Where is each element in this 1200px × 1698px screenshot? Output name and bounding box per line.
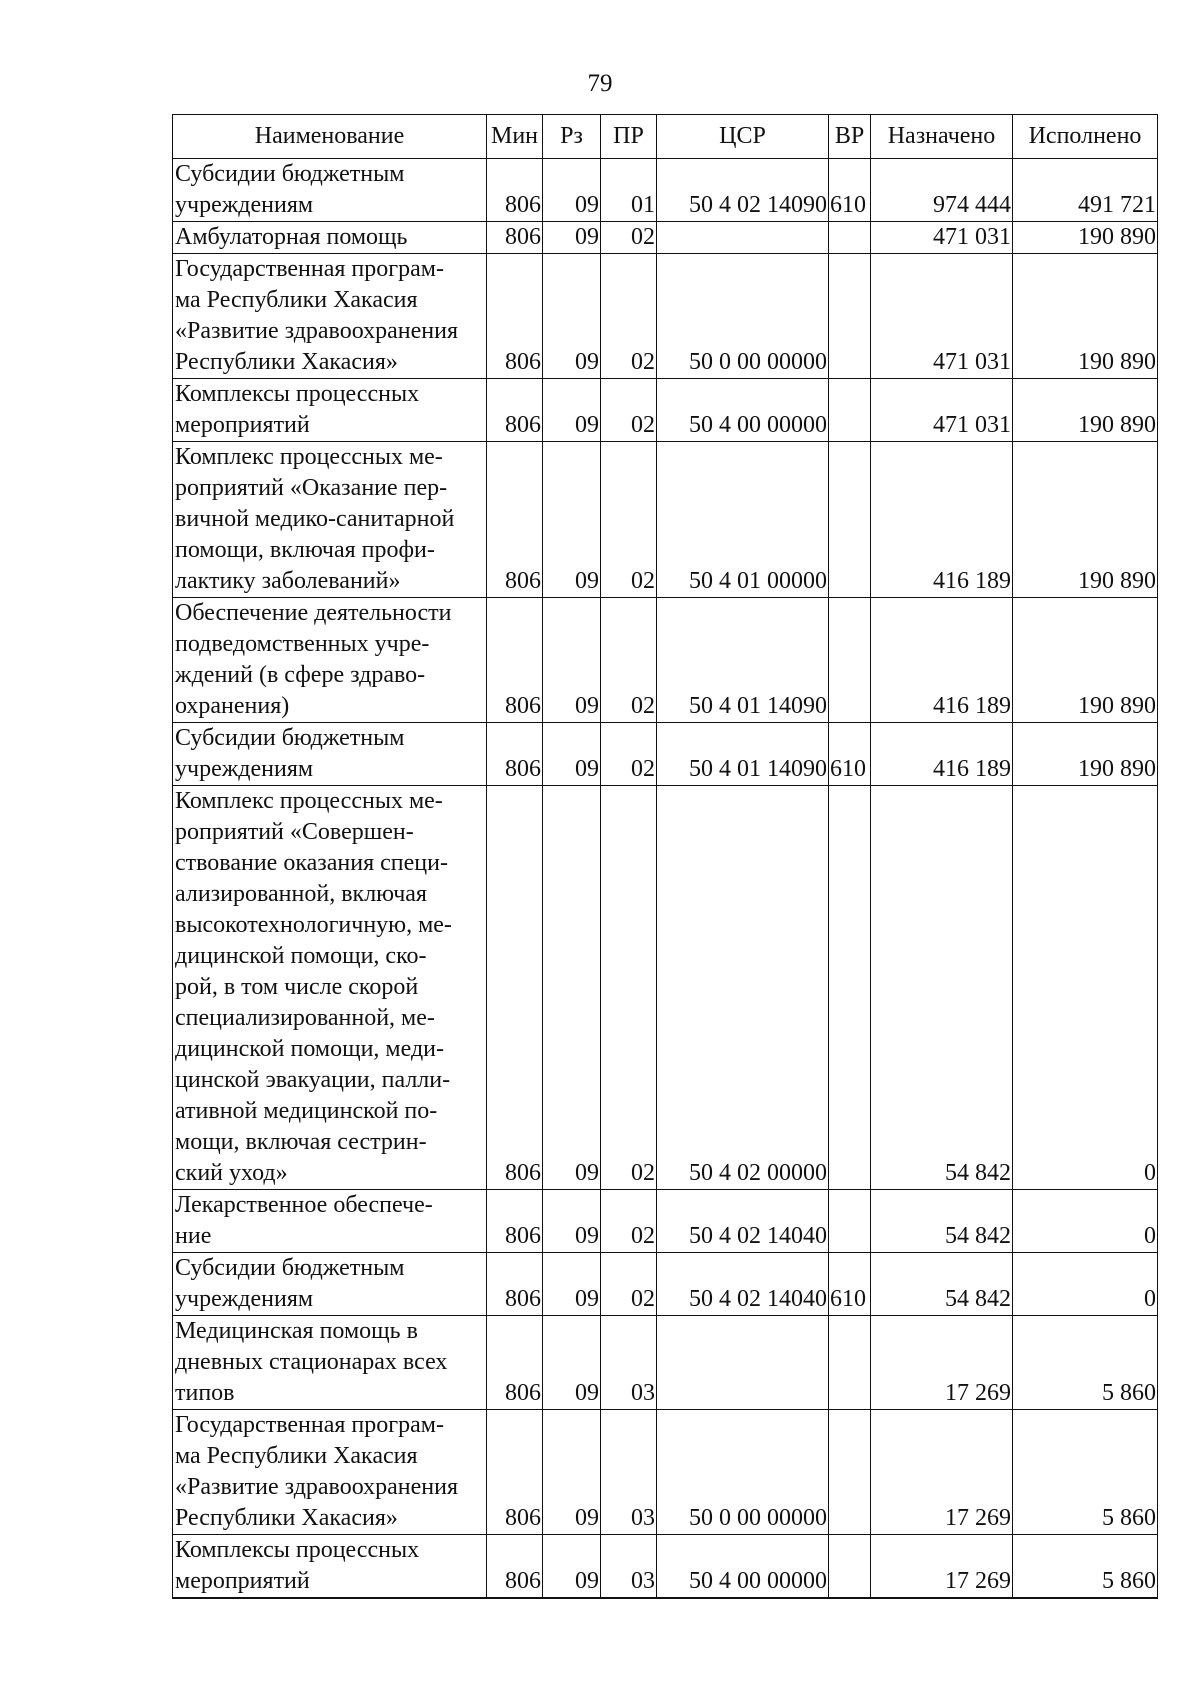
cell-executed: 0 (1013, 786, 1158, 1190)
cell-vr (829, 786, 871, 1190)
cell-name-line: Лекарственное обеспече- (175, 1192, 433, 1218)
cell-executed: 0 (1013, 1253, 1158, 1316)
cell-pr: 02 (601, 786, 657, 1190)
cell-executed: 491 721 (1013, 159, 1158, 222)
cell-name-line: рой, в том числе скорой (175, 974, 419, 1000)
page-number: 79 (587, 70, 613, 97)
cell-csr (657, 1316, 829, 1410)
cell-pr: 03 (601, 1410, 657, 1535)
cell-name-line: Государственная програм- (175, 1412, 444, 1438)
cell-name-line: учреждениям (175, 192, 314, 218)
cell-name-line: Медицинская помощь в (175, 1318, 418, 1344)
header-csr: ЦСР (657, 115, 829, 159)
cell-name-line: Субсидии бюджетным (175, 1255, 405, 1281)
cell-csr: 50 4 02 14040 (657, 1190, 829, 1253)
cell-executed: 5 860 (1013, 1316, 1158, 1410)
table-row (173, 598, 1158, 723)
cell-name-line: Субсидии бюджетным (175, 725, 405, 751)
cell-pr: 02 (601, 222, 657, 254)
table-body (173, 159, 1158, 1599)
cell-executed: 0 (1013, 1190, 1158, 1253)
header-rz: Рз (543, 115, 601, 159)
cell-min: 806 (487, 159, 543, 222)
cell-name-line: ативной медицинской по- (175, 1098, 438, 1124)
cell-name-line: мероприятий (175, 412, 310, 438)
table-row (173, 1410, 1158, 1535)
cell-name-line: учреждениям (175, 756, 314, 782)
cell-assigned: 471 031 (871, 222, 1013, 254)
cell-name-line: лактику заболеваний» (175, 568, 401, 594)
cell-assigned: 471 031 (871, 379, 1013, 442)
cell-rz: 09 (543, 222, 601, 254)
cell-assigned: 54 842 (871, 1253, 1013, 1316)
cell-csr: 50 4 01 14090 (657, 723, 829, 786)
cell-name-line: Комплекс процессных ме- (175, 788, 443, 814)
cell-pr: 02 (601, 598, 657, 723)
cell-name-line: «Развитие здравоохранения (175, 1474, 458, 1500)
cell-name (173, 786, 487, 1190)
cell-rz: 09 (543, 254, 601, 379)
cell-min: 806 (487, 379, 543, 442)
cell-name-line: Амбулаторная помощь (175, 224, 408, 250)
table-row (173, 1316, 1158, 1410)
cell-rz: 09 (543, 1190, 601, 1253)
cell-rz: 09 (543, 598, 601, 723)
cell-name-line: Субсидии бюджетным (175, 161, 405, 187)
cell-executed: 190 890 (1013, 442, 1158, 598)
cell-executed: 190 890 (1013, 222, 1158, 254)
cell-csr: 50 4 02 14090 (657, 159, 829, 222)
cell-assigned: 416 189 (871, 598, 1013, 723)
cell-csr: 50 4 00 00000 (657, 1535, 829, 1599)
cell-name (173, 1190, 487, 1253)
cell-name (173, 723, 487, 786)
cell-name-line: цинской эвакуации, палли- (175, 1067, 451, 1093)
cell-pr: 02 (601, 1190, 657, 1253)
table-row (173, 1253, 1158, 1316)
cell-assigned: 54 842 (871, 786, 1013, 1190)
cell-csr: 50 0 00 00000 (657, 1410, 829, 1535)
cell-assigned: 416 189 (871, 723, 1013, 786)
cell-name (173, 598, 487, 723)
cell-name-line: подведомственных учре- (175, 631, 430, 657)
cell-rz: 09 (543, 1316, 601, 1410)
cell-rz: 09 (543, 159, 601, 222)
cell-name-line: ализированной, включая (175, 881, 427, 907)
cell-name-line: Комплексы процессных (175, 381, 420, 407)
cell-name (173, 1253, 487, 1316)
cell-executed: 190 890 (1013, 254, 1158, 379)
cell-name-line: Республики Хакасия» (175, 349, 398, 375)
cell-name-line: ние (175, 1223, 212, 1249)
cell-name-line: ждений (в сфере здраво- (175, 662, 426, 688)
cell-rz: 09 (543, 1410, 601, 1535)
header-name: Наименование (173, 115, 487, 159)
cell-rz: 09 (543, 723, 601, 786)
cell-vr (829, 222, 871, 254)
cell-name (173, 1535, 487, 1599)
table-row (173, 442, 1158, 598)
cell-executed: 5 860 (1013, 1535, 1158, 1599)
cell-name-line: дицинской помощи, меди- (175, 1036, 444, 1062)
cell-name-line: высокотехнологичную, ме- (175, 912, 452, 938)
cell-name-line: дицинской помощи, ско- (175, 943, 427, 969)
cell-name (173, 159, 487, 222)
cell-min: 806 (487, 786, 543, 1190)
cell-vr (829, 1535, 871, 1599)
cell-assigned: 471 031 (871, 254, 1013, 379)
budget-table (172, 114, 1158, 1599)
cell-vr (829, 1410, 871, 1535)
cell-name (173, 222, 487, 254)
cell-name (173, 254, 487, 379)
cell-vr: 610 (829, 723, 871, 786)
cell-assigned: 54 842 (871, 1190, 1013, 1253)
cell-min: 806 (487, 723, 543, 786)
cell-min: 806 (487, 254, 543, 379)
cell-pr: 02 (601, 254, 657, 379)
cell-pr: 02 (601, 1253, 657, 1316)
table-row (173, 222, 1158, 254)
table-header-row (173, 115, 1158, 159)
cell-vr (829, 379, 871, 442)
table-row (173, 254, 1158, 379)
cell-name-line: мероприятий (175, 1568, 310, 1594)
table-row (173, 723, 1158, 786)
cell-executed: 190 890 (1013, 598, 1158, 723)
cell-vr (829, 1190, 871, 1253)
cell-pr: 01 (601, 159, 657, 222)
cell-pr: 02 (601, 379, 657, 442)
cell-name-line: мощи, включая сестрин- (175, 1129, 427, 1155)
cell-name-line: ствование оказания специ- (175, 850, 448, 876)
cell-min: 806 (487, 442, 543, 598)
cell-name-line: Государственная програм- (175, 256, 444, 282)
cell-vr (829, 442, 871, 598)
cell-name (173, 1410, 487, 1535)
cell-assigned: 416 189 (871, 442, 1013, 598)
cell-csr: 50 4 02 14040 (657, 1253, 829, 1316)
cell-csr: 50 0 00 00000 (657, 254, 829, 379)
cell-min: 806 (487, 598, 543, 723)
cell-assigned: 17 269 (871, 1535, 1013, 1599)
cell-min: 806 (487, 1410, 543, 1535)
table-row (173, 1535, 1158, 1599)
header-pr: ПР (601, 115, 657, 159)
cell-min: 806 (487, 222, 543, 254)
cell-min: 806 (487, 1190, 543, 1253)
cell-csr: 50 4 02 00000 (657, 786, 829, 1190)
table-row (173, 1190, 1158, 1253)
cell-name-line: ма Республики Хакасия (175, 1443, 418, 1469)
cell-min: 806 (487, 1316, 543, 1410)
cell-name-line: Комплекс процессных ме- (175, 444, 443, 470)
cell-rz: 09 (543, 442, 601, 598)
header-assigned: Назначено (871, 115, 1013, 159)
cell-executed: 5 860 (1013, 1410, 1158, 1535)
cell-assigned: 17 269 (871, 1316, 1013, 1410)
cell-min: 806 (487, 1253, 543, 1316)
header-executed: Исполнено (1013, 115, 1158, 159)
table-row (173, 159, 1158, 222)
cell-executed: 190 890 (1013, 379, 1158, 442)
cell-name-line: роприятий «Совершен- (175, 819, 414, 845)
table-row (173, 786, 1158, 1190)
cell-vr (829, 1316, 871, 1410)
cell-assigned: 17 269 (871, 1410, 1013, 1535)
cell-name-line: Комплексы процессных (175, 1537, 420, 1563)
cell-name-line: охранения) (175, 693, 290, 719)
cell-executed: 190 890 (1013, 723, 1158, 786)
cell-vr: 610 (829, 1253, 871, 1316)
cell-name (173, 1316, 487, 1410)
cell-pr: 02 (601, 723, 657, 786)
cell-name-line: учреждениям (175, 1286, 314, 1312)
cell-rz: 09 (543, 379, 601, 442)
cell-csr (657, 222, 829, 254)
cell-name (173, 442, 487, 598)
cell-name-line: специализированной, ме- (175, 1005, 435, 1031)
cell-min: 806 (487, 1535, 543, 1599)
cell-rz: 09 (543, 786, 601, 1190)
cell-name-line: Обеспечение деятельности (175, 600, 452, 626)
cell-name-line: помощи, включая профи- (175, 537, 435, 563)
cell-name-line: вичной медико-санитарной (175, 506, 455, 532)
cell-name-line: ма Республики Хакасия (175, 287, 418, 313)
header-min: Мин (487, 115, 543, 159)
cell-csr: 50 4 01 00000 (657, 442, 829, 598)
cell-name-line: типов (175, 1380, 235, 1406)
cell-csr: 50 4 01 14090 (657, 598, 829, 723)
cell-pr: 03 (601, 1316, 657, 1410)
cell-pr: 02 (601, 442, 657, 598)
cell-rz: 09 (543, 1253, 601, 1316)
cell-name-line: ский уход» (175, 1160, 288, 1186)
cell-vr (829, 598, 871, 723)
cell-rz: 09 (543, 1535, 601, 1599)
cell-name-line: Республики Хакасия» (175, 1505, 398, 1531)
table-row (173, 379, 1158, 442)
cell-name-line: дневных стационарах всех (175, 1349, 448, 1375)
cell-name-line: «Развитие здравоохранения (175, 318, 458, 344)
cell-name-line: роприятий «Оказание пер- (175, 475, 448, 501)
cell-vr: 610 (829, 159, 871, 222)
cell-vr (829, 254, 871, 379)
header-vr: ВР (829, 115, 871, 159)
cell-name (173, 379, 487, 442)
cell-csr: 50 4 00 00000 (657, 379, 829, 442)
cell-pr: 03 (601, 1535, 657, 1599)
cell-assigned: 974 444 (871, 159, 1013, 222)
